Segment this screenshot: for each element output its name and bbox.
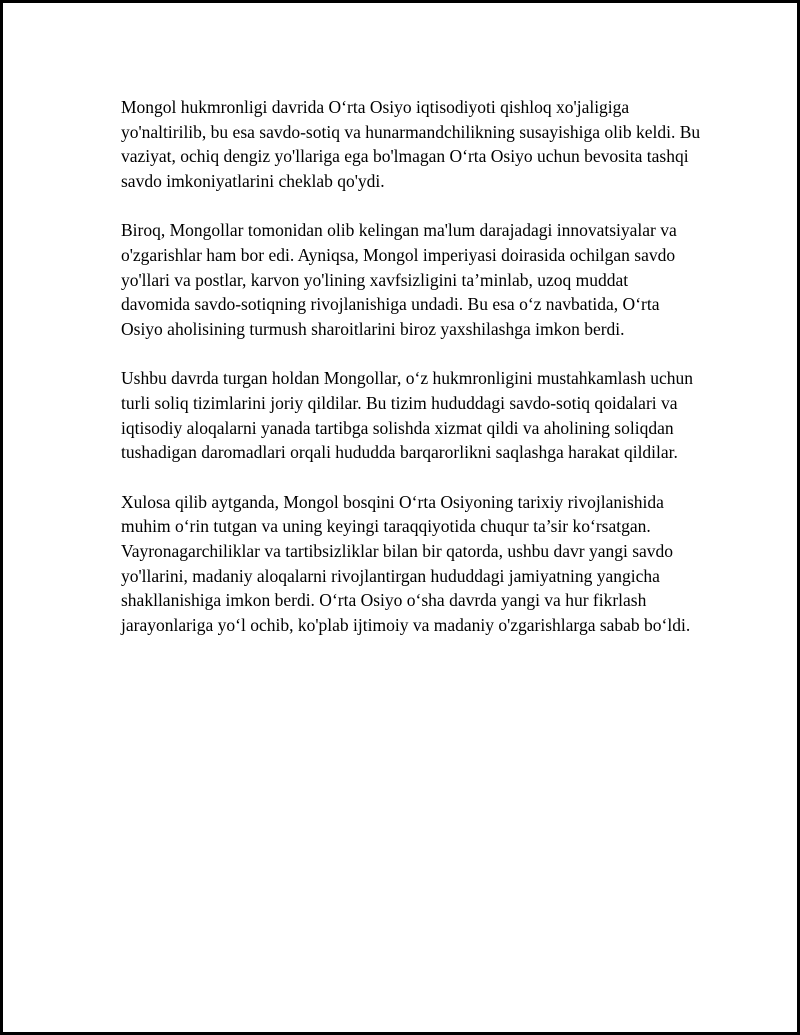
paragraph-4: Xulosa qilib aytganda, Mongol bosqini O‘rta Osiyoning tarixiy rivojlanishida muhim o‘rin tutgan va uning keyingi taraqqiyotida chuqur ta’sir ko‘rsatgan. Vayronagarchiliklar va tartibsizliklar bilan bir qatorda, ushbu davr yangi savdo yo'llarini, madaniy aloqalarni rivojlantirgan hududdagi jamiyatning yangicha shakllanishiga imkon berdi. O‘rta Osiyo o‘sha davrda yangi va hur fikrlash jarayonlariga yo‘l ochib, ko'plab ijtimoiy va madaniy o'zgarishlarga sabab bo‘ldi. [121, 491, 691, 635]
paragraph-3: Ushbu davrda turgan holdan Mongollar, o‘z hukmronligini mustahkamlash uchun turli soliq tizimlarini joriy qildilar. Bu tizim hududdagi savdo-sotiq qoidalari va iqtisodiy aloqalarni yanada tartibga solishda xizmat qildi va aholining soliqdan tushadigan daromadlari orqali hududda barqarorlikni saqlashga harakat qildilar. [121, 368, 694, 463]
document-body [121, 95, 701, 637]
paragraph-1: Mongol hukmronligi davrida O‘rta Osiyo iqtisodiyoti qishloq xo'jaligiga yo'naltirilib, bu esa savdo-sotiq va hunarmandchilikning susayishiga olib keldi. Bu vaziyat, ochiq dengiz yo'llariga ega bo'lmagan O‘rta Osiyo uchun bevosita tashqi savdo imkoniyatlarini cheklab qo'ydi. [121, 97, 701, 191]
paragraph-2: Biroq, Mongollar tomonidan olib kelingan ma'lum darajadagi innovatsiyalar va o'zgarishlar ham bor edi. Ayniqsa, Mongol imperiyasi doirasida ochilgan savdo yo'llari va postlar, karvon yo'lining xavfsizligini ta’minlab, uzoq muddat davomida savdo-sotiqning rivojlanishiga undadi. Bu esa o‘z navbatida, O‘rta Osiyo aholisining turmush sharoitlarini biroz yaxshilashga imkon berdi. [121, 220, 677, 339]
